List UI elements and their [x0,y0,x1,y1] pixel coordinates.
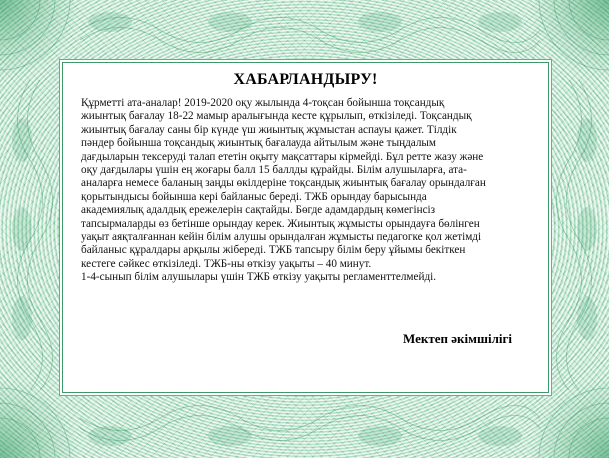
body-line: аналарға немесе баланың заңды өкілдеріне тоқсандық жиынтық бағалау орындалған [81,177,486,190]
body-line: уақыт аяқталғаннан кейін білім алушы орындалған жұмысты педагогке қол жетімді [81,231,482,244]
announcement-title: ХАБАРЛАНДЫРУ! [233,71,378,88]
body-line: кестеге сәйкес өткізіледі. ТЖБ-ны өткізу уақыты – 40 минут. [81,257,372,270]
announcement-body [81,97,537,285]
body-line: жиынтық бағалау 18-22 мамыр аралығында кесте құрылып, өткізіледі. Тоқсандық [81,110,472,123]
body-line: академиялық адалдық ережелерін сақтайды. Бөгде адамдардың көмегінсіз [81,204,436,217]
body-line: 1-4-сынып білім алушылары үшін ТЖБ өткізу уақыты регламенттелмейді. [81,271,437,284]
body-line: тапсырмаларды өз бетінше орындау керек. Жиынтық жұмысты орындауға бөлінген [81,217,480,230]
body-line: Құрметті ата-аналар! 2019-2020 оқу жылында 4-тоқсан бойынша тоқсандық [81,97,445,109]
body-line: оқу дағдылары үшін ең жоғары балл 15 баллды құрайды. Білім алушыларға, ата- [81,164,467,177]
body-line: пәндер бойынша тоқсандық жиынтық бағалауда айтылым және тыңдалым [81,137,437,150]
signature: Мектеп әкімшілігі [403,331,512,346]
body-line: дағдыларын тексеруді талап ететін оқыту мақсаттары кірмейді. Бұл ретте жазу және [81,150,484,163]
announcement-panel [62,62,549,393]
body-line: байланыс құралдары арқылы жібереді. ТЖБ тапсыру білім беру ұйымы бекіткен [81,244,466,257]
body-line: қорытындысы бойынша кері байланыс береді. ТЖБ орындау барысында [81,190,427,203]
body-line: жиынтық бағалау саны бір күнде үш жиынтық жұмыстан аспауы қажет. Тілдік [81,123,457,136]
